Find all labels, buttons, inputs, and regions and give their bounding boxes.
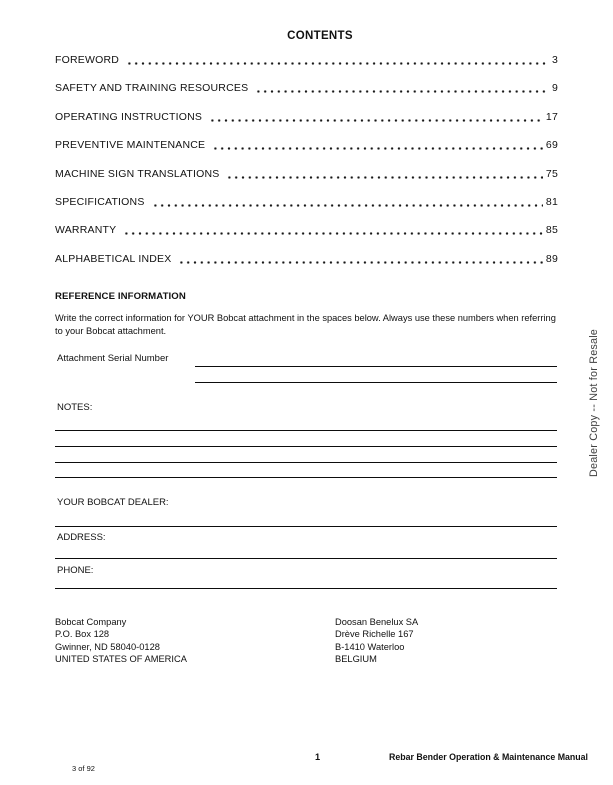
footer-manual-title: Rebar Bender Operation & Maintenance Manual xyxy=(389,752,588,762)
toc-entry xyxy=(55,225,558,236)
toc-entry-label: OPERATING INSTRUCTIONS xyxy=(55,110,203,123)
toc-entry-page: 81 xyxy=(545,195,558,208)
toc-entry xyxy=(55,83,558,94)
notes-blank-line-1 xyxy=(55,430,557,431)
notes-blank-line-3 xyxy=(55,462,557,463)
leader-dots xyxy=(209,119,543,122)
toc-entry xyxy=(55,197,558,208)
reference-information-heading: REFERENCE INFORMATION xyxy=(55,291,186,302)
toc-entry-page: 3 xyxy=(551,54,558,66)
leader-dots xyxy=(123,232,543,235)
toc-entry xyxy=(55,254,558,265)
dealer-copy-watermark: Dealer Copy -- Not for Resale xyxy=(588,328,600,478)
address-line: Bobcat Company xyxy=(55,617,127,627)
toc-entry xyxy=(55,55,558,66)
serial-number-blank-line-1 xyxy=(195,366,557,367)
toc-entry-label: FOREWORD xyxy=(55,54,120,66)
footer-page-number: 1 xyxy=(315,752,321,762)
toc-entry-label: PREVENTIVE MAINTENANCE xyxy=(55,139,206,152)
footer-sheet-number: 3 of 92 xyxy=(72,764,95,773)
toc-entry-page: 89 xyxy=(545,252,558,265)
company-address-us xyxy=(55,616,187,666)
toc-entry-label: SAFETY AND TRAINING RESOURCES xyxy=(55,82,249,95)
dealer-label: YOUR BOBCAT DEALER: xyxy=(57,497,169,508)
leader-dots xyxy=(212,147,543,150)
address-line: Doosan Benelux SA xyxy=(335,617,419,627)
leader-dots xyxy=(126,62,549,65)
toc-entry xyxy=(55,169,558,180)
toc-entry-page: 85 xyxy=(545,224,558,237)
toc-entry-label: ALPHABETICAL INDEX xyxy=(55,252,172,265)
leader-dots xyxy=(226,176,542,179)
attachment-serial-number-label: Attachment Serial Number xyxy=(57,353,169,364)
address-line: Drève Richelle 167 xyxy=(335,629,414,640)
address-line: P.O. Box 128 xyxy=(55,629,110,640)
toc-entry-page: 75 xyxy=(545,167,558,180)
toc-entry-label: MACHINE SIGN TRANSLATIONS xyxy=(55,167,220,180)
toc-entry-page: 17 xyxy=(545,110,558,123)
table-of-contents xyxy=(55,55,558,282)
toc-entry-page: 69 xyxy=(545,139,558,152)
page-title: CONTENTS xyxy=(287,30,353,42)
leader-dots xyxy=(255,90,549,93)
dealer-blank-line xyxy=(55,526,557,527)
toc-entry-label: WARRANTY xyxy=(55,224,117,237)
toc-entry-page: 9 xyxy=(551,82,558,95)
toc-entry xyxy=(55,112,558,123)
address-line: UNITED STATES OF AMERICA xyxy=(55,654,187,665)
reference-instructions-text: Write the correct information for YOUR Bobcat attachment in the spaces below. Always use these numbers when referring to your Bobcat attachment. xyxy=(55,313,556,336)
toc-entry xyxy=(55,140,558,151)
address-label: ADDRESS: xyxy=(57,532,106,543)
address-line: Gwinner, ND 58040-0128 xyxy=(55,641,160,652)
notes-label: NOTES: xyxy=(57,402,93,413)
company-address-eu xyxy=(335,616,418,666)
phone-label: PHONE: xyxy=(57,565,94,576)
serial-number-blank-line-2 xyxy=(195,382,557,383)
address-line: B-1410 Waterloo xyxy=(335,641,405,652)
address-line: BELGIUM xyxy=(335,654,377,665)
notes-blank-line-4 xyxy=(55,477,557,478)
address-blank-line xyxy=(55,558,557,559)
notes-blank-line-2 xyxy=(55,446,557,447)
toc-entry-label: SPECIFICATIONS xyxy=(55,195,145,208)
leader-dots xyxy=(152,204,543,207)
leader-dots xyxy=(178,261,542,264)
phone-blank-line xyxy=(55,588,557,589)
